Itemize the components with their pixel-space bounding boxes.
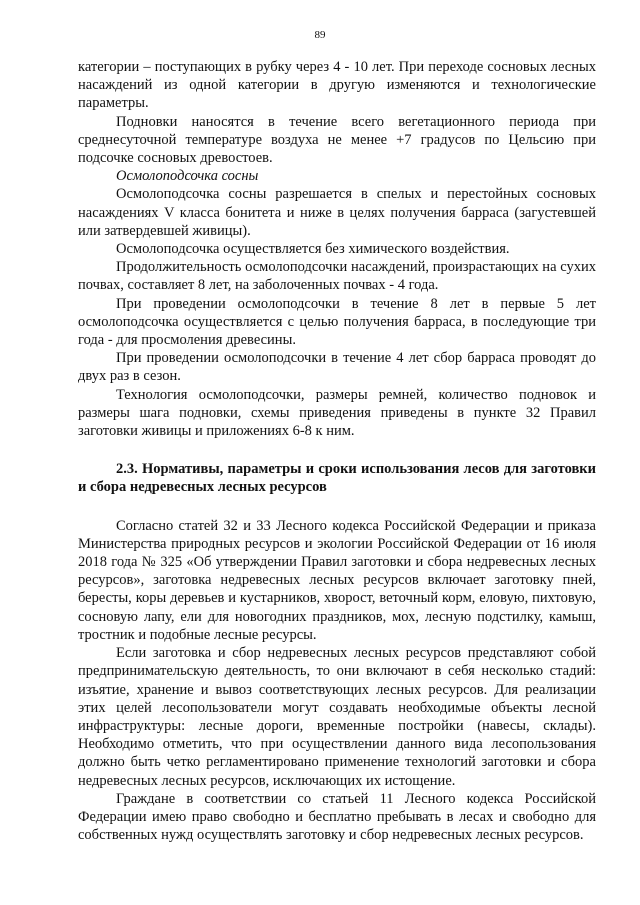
paragraph: Осмолоподсочка сосны разрешается в спелых и перестойных сосновых насаждениях V класса бонитета и ниже в целях получения барраса (загустевшей или затвердевшей живицы).	[78, 186, 596, 239]
paragraph: Граждане в соответствии со статьей 11 Лесного кодекса Российской Федерации имею право свободно и бесплатно пребывать в лесах и свободно для собственных нужд осуществлять заготовку и сбор недревесных лесных ресурсов.	[78, 790, 596, 844]
paragraph: Согласно статей 32 и 33 Лесного кодекса Российской Федерации и приказа Министерства природных ресурсов и экологии Российской Федерации от 16 июля 2018 года № 325 «Об утверждении Правил заготовки и сбора недревесных лесных ресурсов», заготовка недревесных лесных ресурсов включает заготовку пней, бересты, коры деревьев и кустарников, хворост, веточный корм, еловую, пихтовую, сосновую лапу, ели для новогодних праздников, мох, лесную подстилку, камыш, тростник и подобные лесные ресурсы.	[78, 517, 596, 643]
paragraph: Подновки наносятся в течение всего вегетационного периода при среднесуточной температуре воздуха не менее +7 градусов по Цельсию при подсочке сосновых древостоев.	[78, 113, 596, 167]
section-heading: 2.3. Нормативы, параметры и сроки использования лесов для заготовки и сбора недревесных лесных ресурсов	[78, 461, 596, 496]
paragraph: Если заготовка и сбор недревесных лесных ресурсов представляют собой предпринимательскую деятельность, то они включают в себя несколько стадий: изъятие, хранение и вывоз соответствующих лесных ресурсов. Для реализации этих целей лесопользователи могут создавать необходимые объекты лесной инфраструктуры: лесные дороги, временные постройки (навесы, склады). Необходимо отметить, что при осуществлении данного вида лесопользования должно быть четко регламентировано применение технологий заготовки и сбора недревесных лесных ресурсов, исключающих их истощение.	[78, 645, 596, 789]
paragraph: Продолжительность осмолоподсочки насаждений, произрастающих на сухих почвах, составляет 8 лет, на заболоченных почвах - 4 года.	[78, 259, 596, 294]
paragraph: При проведении осмолоподсочки в течение 8 лет в первые 5 лет осмолоподсочка осуществляется с целью получения барраса, в последующие три года - для просмоления древесины.	[78, 295, 596, 349]
paragraph: Осмолоподсочка осуществляется без химического воздействия.	[116, 241, 510, 258]
paragraph: При проведении осмолоподсочки в течение 4 лет сбор барраса проводят до двух раз в сезон.	[78, 350, 596, 385]
subheading-pine-tapping: Осмолоподсочка сосны	[116, 168, 259, 185]
page-content	[78, 58, 596, 844]
page-number: 89	[314, 29, 326, 41]
paragraph: Технология осмолоподсочки, размеры ремней, количество подновок и размеры шага подновки, схемы приведения приведены в пункте 32 Правил заготовки живицы и приложениях 6-8 к ним.	[78, 386, 596, 440]
paragraph: категории – поступающих в рубку через 4 - 10 лет. При переходе сосновых лесных насаждений из одной категории в другую изменяются и технологические параметры.	[78, 59, 596, 112]
